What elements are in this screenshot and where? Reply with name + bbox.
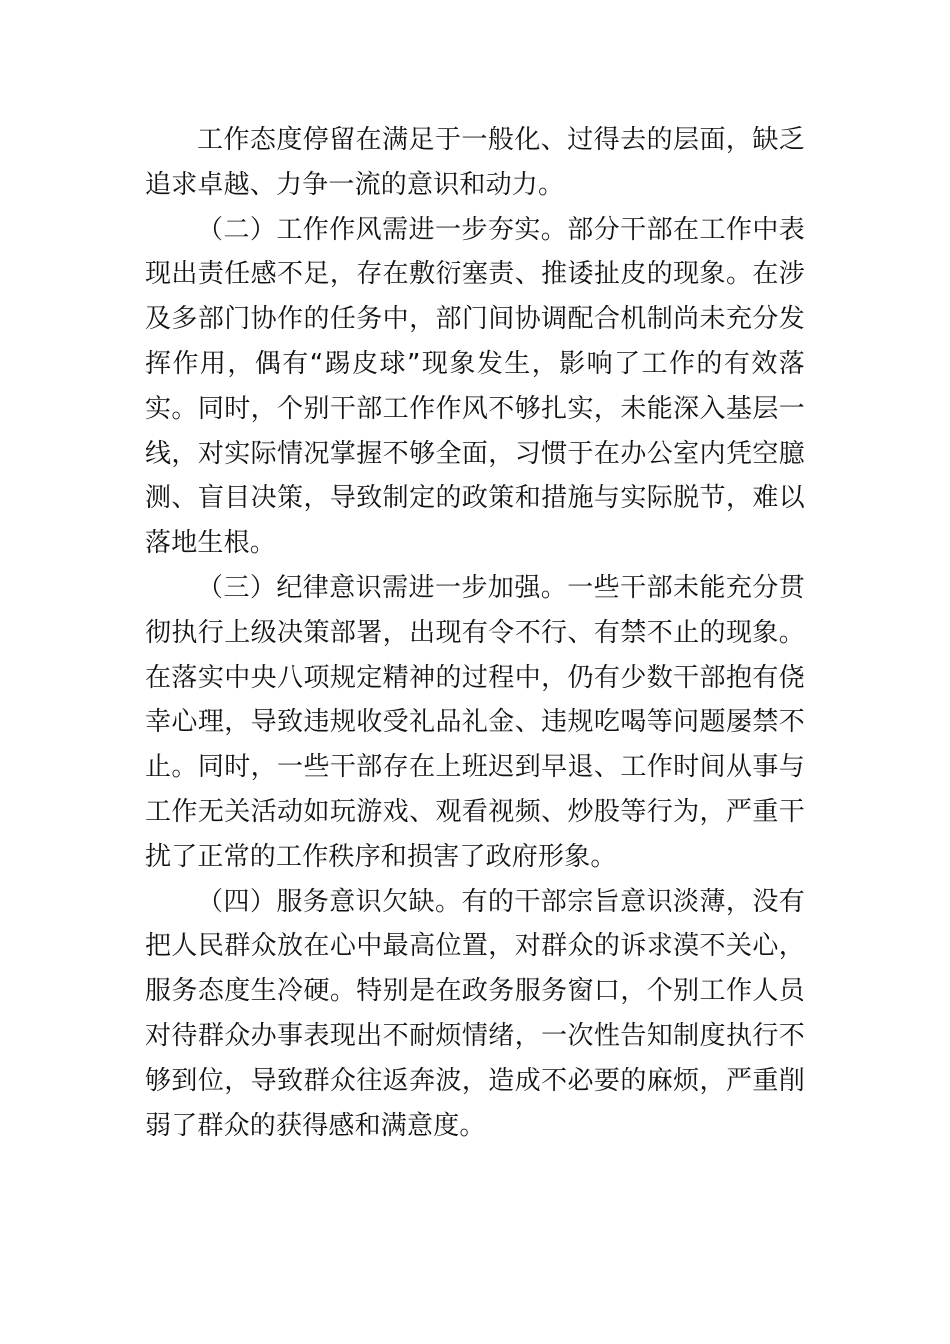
- paragraph-work-style: （二）工作作风需进一步夯实。部分干部在工作中表现出责任感不足，存在敷衍塞责、推诿扯皮的现象。在涉及多部门协作的任务中，部门间协调配合机制尚未充分发挥作用，偶有“踢皮球”现象发生，影响了工作的有效落实。同时，个别干部工作作风不够扎实，未能深入基层一线，对实际情况掌握不够全面，习惯于在办公室内凭空臆测、盲目决策，导致制定的政策和措施与实际脱节，难以落地生根。: [145, 214, 805, 559]
- paragraph-discipline: （三）纪律意识需进一步加强。一些干部未能充分贯彻执行上级决策部署，出现有令不行、有禁不止的现象。在落实中央八项规定精神的过程中，仍有少数干部抱有侥幸心理，导致违规收受礼品礼金、违规吃喝等问题屡禁不止。同时，一些干部存在上班迟到早退、工作时间从事与工作无关活动如玩游戏、观看视频、炒股等行为，严重干扰了正常的工作秩序和损害了政府形象。: [145, 572, 805, 872]
- paragraph-work-attitude: 工作态度停留在满足于一般化、过得去的层面，缺乏追求卓越、力争一流的意识和动力。: [145, 125, 805, 200]
- paragraph-service-awareness: （四）服务意识欠缺。有的干部宗旨意识淡薄，没有把人民群众放在心中最高位置，对群众的诉求漠不关心，服务态度生冷硬。特别是在政务服务窗口，个别工作人员对待群众办事表现出不耐烦情绪，一次性告知制度执行不够到位，导致群众往返奔波，造成不必要的麻烦，严重削弱了群众的获得感和满意度。: [145, 886, 805, 1141]
- document-body: [145, 118, 805, 1148]
